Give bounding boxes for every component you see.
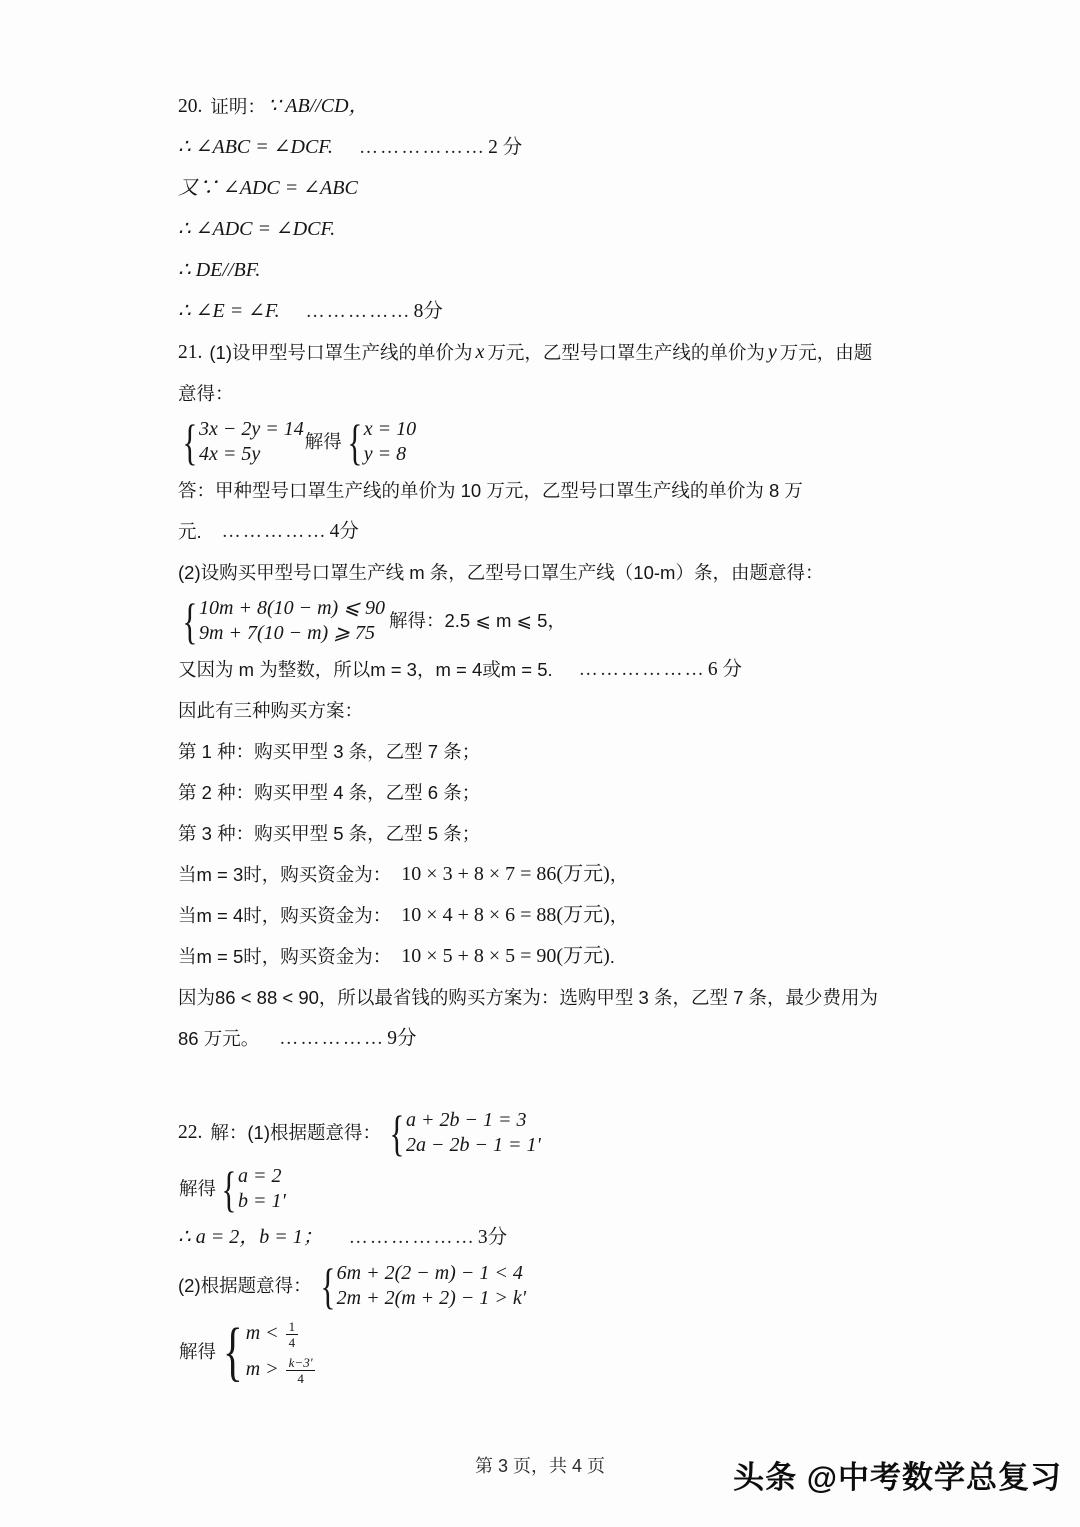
brace-left-icon: { <box>221 1160 237 1217</box>
q22-result-text: ∴ a = 2，b = 1； <box>178 1226 323 1248</box>
q21-integer-text: 又因为 m 为整数，所以m = 3，m = 4或m = 5. <box>178 659 553 680</box>
page-footer: 第 3 页，共 4 页 <box>474 1456 606 1476</box>
q22-solve-fraction-row <box>178 1314 938 1390</box>
q21-cost-1-suffix: ， <box>609 864 629 885</box>
q22-p1-text: (1)根据题意得： <box>247 1122 382 1143</box>
q21-answer-text-2: 元. <box>178 521 202 542</box>
q21-conclusion-text-2: 86 万元。 <box>178 1028 260 1049</box>
q21-answer-text-1: 答：甲种型号口罩生产线的单价为 10 万元，乙型号口罩生产线的单价为 8 万 <box>178 480 803 501</box>
q21-sys3-row2: 9m + 7(10 − m) ⩾ 75 <box>199 622 375 644</box>
q20-line-3 <box>178 168 938 209</box>
q21-cost-line <box>178 936 938 977</box>
q21-sys1-row1: 3x − 2y = 14 <box>199 418 304 440</box>
q21-system-2 <box>343 413 417 470</box>
leader-dots: …………… <box>279 1028 386 1049</box>
q22-result-line <box>178 1217 938 1258</box>
q21-conclusion-score: 9分 <box>387 1028 417 1049</box>
q21-solve-label: 解得 <box>304 431 342 452</box>
fraction-numerator: 1 <box>288 1318 296 1334</box>
q21-number: 21. <box>178 342 203 363</box>
q22-sys1-row2: 2a − 2b − 1 = 1' <box>406 1134 541 1156</box>
q21-plan-item <box>178 813 938 854</box>
q21-cost-1-prefix: 当m = 3时，购买资金为： <box>178 864 392 885</box>
leader-dots: ……………… <box>358 137 487 158</box>
q20-given: ∵ AB//CD， <box>267 95 369 117</box>
q21-cost-2-expr: 10 × 4 + 8 × 6 = 88(万元) <box>401 904 610 926</box>
q21-cost-3-expr: 10 × 5 + 8 × 5 = 90(万元) <box>401 945 610 967</box>
q22-sys3-row2: 2m + 2(m + 2) − 1 > k' <box>336 1287 526 1309</box>
q22-sys2-row2: b = 1' <box>238 1190 286 1212</box>
q20-label: 证明： <box>210 96 266 117</box>
q21-plans-intro-text: 因此有三种购买方案： <box>178 700 364 721</box>
q21-p1-text-a: (1)设甲型号口罩生产线的单价为 <box>209 342 473 363</box>
fraction-denominator: 4 <box>288 1335 296 1351</box>
fraction-one-quarter <box>286 1320 299 1349</box>
q22-sys4-row2-lead: m > <box>245 1358 279 1380</box>
q22-system-4 <box>217 1316 317 1388</box>
q20-line-1 <box>178 86 938 127</box>
q22-solve-label-2: 解得 <box>179 1341 217 1362</box>
q22-number: 22. <box>178 1122 203 1143</box>
q21-cost-2-prefix: 当m = 4时，购买资金为： <box>178 905 392 926</box>
q21-part2-line <box>178 552 938 593</box>
section-gap <box>178 1059 938 1105</box>
q21-conclusion-line-2 <box>178 1018 938 1059</box>
fraction-denominator: 4 <box>297 1371 304 1387</box>
q22-system-1 <box>385 1104 541 1161</box>
q21-sys1-row2: 4x = 5y <box>199 443 261 465</box>
q21-plan-item <box>178 772 938 813</box>
q21-p1-text-b: 万元，乙型号口罩生产线的单价为 <box>487 342 765 363</box>
q21-cost-2-suffix: ， <box>609 905 629 926</box>
leader-dots: ……………… <box>348 1227 476 1248</box>
q22-sys1-row1: a + 2b − 1 = 3 <box>406 1109 527 1131</box>
q21-cost-1-expr: 10 × 3 + 8 × 7 = 86(万元) <box>401 863 610 885</box>
q21-conclusion-line-1 <box>178 977 938 1018</box>
q21-cost-3-prefix: 当m = 5时，购买资金为： <box>178 946 392 967</box>
q22-line-1 <box>178 1105 938 1161</box>
q21-plan-1: 第 1 种：购买甲型 3 条，乙型 7 条； <box>178 741 481 762</box>
fraction-numerator: k−3' <box>288 1354 313 1370</box>
q21-plan-3: 第 3 种：购买甲型 5 条，乙型 5 条； <box>178 823 481 844</box>
q21-sys2-row2: y = 8 <box>363 443 407 465</box>
q21-system-1 <box>178 413 304 470</box>
q20-statement-3: 又∵ ∠ADC = ∠ABC <box>178 177 358 199</box>
q22-sys4-row1 <box>246 1316 318 1350</box>
q22-part2-row <box>178 1258 938 1314</box>
q21-cost-3-suffix: . <box>609 946 615 967</box>
brace-left-icon: { <box>320 1257 336 1314</box>
watermark: 头条 @中考数学总复习 <box>733 1460 1062 1495</box>
q21-equation-system-row <box>178 414 938 470</box>
q21-p1-text-c: 万元，由题 <box>779 342 873 363</box>
q21-conclusion-text-1: 因为86 < 88 < 90，所以最省钱的购买方案为：选购甲型 3 条，乙型 7 条，最少费用为 <box>178 987 879 1008</box>
q21-plan-2: 第 2 种：购买甲型 4 条，乙型 6 条； <box>178 782 481 803</box>
q20-statement-4: ∴ ∠ADC = ∠DCF. <box>178 218 336 240</box>
q22-solve-label: 解得 <box>179 1178 217 1199</box>
fraction-k-minus-3-over-4 <box>286 1356 316 1385</box>
q21-line-2 <box>178 373 938 414</box>
leader-dots: …………… <box>305 301 412 322</box>
q21-cost-line <box>178 854 938 895</box>
q22-system-3 <box>316 1257 526 1314</box>
q21-p2-text: (2)设购买甲型号口罩生产线 m 条，乙型号口罩生产线（10-m）条，由题意得： <box>178 562 824 583</box>
q21-var-x: x <box>475 341 485 363</box>
q22-p2-text: (2)根据题意得： <box>178 1275 312 1296</box>
q21-line-1 <box>178 332 938 373</box>
brace-left-icon: { <box>182 592 198 649</box>
q21-inequality-system-row <box>178 593 938 649</box>
leader-dots: …………… <box>221 521 328 542</box>
answer-content <box>178 86 938 1390</box>
q20-statement-6: ∴ ∠E = ∠F. <box>178 300 280 322</box>
q22-result-score: 3分 <box>477 1227 508 1248</box>
q21-sys3-solve: 解得：2.5 ⩽ m ⩽ 5， <box>388 610 566 631</box>
q21-p1-text-d: 意得： <box>178 383 234 404</box>
q22-system-2 <box>217 1160 286 1217</box>
q21-answer-line-1 <box>178 470 938 511</box>
q21-sys3-row1: 10m + 8(10 − m) ⩽ 90 <box>199 597 385 619</box>
brace-left-icon: { <box>347 413 363 470</box>
q21-answer-score: 4分 <box>329 521 359 542</box>
q20-score-2: 2 分 <box>488 137 523 158</box>
q20-line-2 <box>178 127 938 168</box>
q22-sys4-row2 <box>246 1350 318 1388</box>
q20-line-5 <box>178 250 938 291</box>
q20-statement-5: ∴ DE//BF. <box>178 259 261 281</box>
q20-score-6: 8分 <box>413 301 443 322</box>
q21-sys2-row1: x = 10 <box>363 418 417 440</box>
brace-left-icon: { <box>182 413 198 470</box>
q22-label: 解： <box>210 1122 248 1143</box>
brace-left-icon: { <box>223 1315 243 1389</box>
q22-sys2-row1: a = 2 <box>238 1165 282 1187</box>
q21-system-3 <box>178 592 385 649</box>
q22-sys3-row1: 6m + 2(2 − m) − 1 < 4 <box>336 1262 523 1284</box>
q21-plans-intro <box>178 690 938 731</box>
q21-plan-item <box>178 731 938 772</box>
q22-solve-row <box>178 1161 938 1217</box>
leader-dots: ……………… <box>578 659 706 680</box>
brace-left-icon: { <box>389 1104 405 1161</box>
q20-line-4 <box>178 209 938 250</box>
q22-sys4-row1-lead: m < <box>245 1322 279 1344</box>
q20-line-6 <box>178 291 938 332</box>
q21-cost-line <box>178 895 938 936</box>
q21-answer-line-2 <box>178 511 938 552</box>
q21-integer-line <box>178 649 938 690</box>
q20-number: 20. <box>178 96 203 117</box>
q21-integer-score: 6 分 <box>707 659 743 680</box>
q20-statement-2: ∴ ∠ABC = ∠DCF. <box>178 136 333 158</box>
q21-var-y: y <box>767 341 777 363</box>
